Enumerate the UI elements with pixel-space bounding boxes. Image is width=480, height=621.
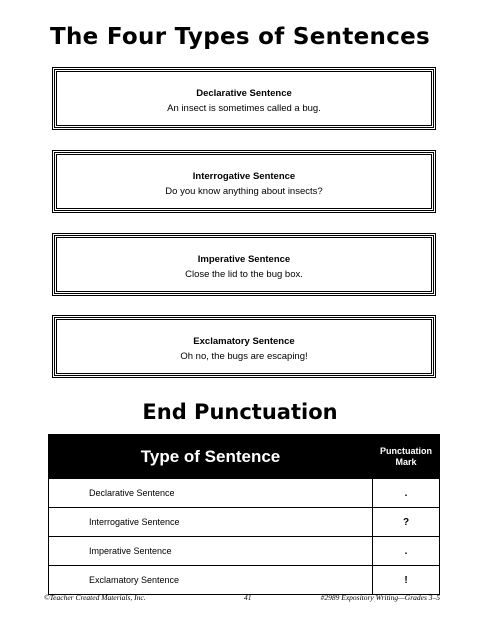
section-title: End Punctuation	[142, 400, 338, 424]
table-row	[49, 537, 440, 566]
row-sentence-type: Declarative Sentence	[49, 479, 373, 508]
footer-book-info: #2989 Expository Writing—Grades 3–5	[320, 593, 440, 602]
punctuation-table	[48, 434, 440, 595]
row-sentence-type: Interrogative Sentence	[49, 508, 373, 537]
header-type-of-sentence: Type of Sentence	[49, 435, 373, 479]
row-punctuation-mark: .	[373, 479, 440, 508]
sentence-type-label: Interrogative Sentence	[192, 171, 296, 182]
table-row	[49, 508, 440, 537]
sentence-example: Oh no, the bugs are escaping!	[180, 351, 308, 362]
sentence-type-label: Declarative Sentence	[196, 88, 292, 99]
header-mark-line1: Punctuation	[380, 445, 432, 456]
sentence-type-label: Imperative Sentence	[197, 254, 291, 265]
row-punctuation-mark: !	[373, 566, 440, 595]
row-punctuation-mark: ?	[373, 508, 440, 537]
footer-copyright: ©Teacher Created Materials, Inc.	[44, 593, 146, 602]
table-row	[49, 566, 440, 595]
row-sentence-type: Exclamatory Sentence	[49, 566, 373, 595]
sentence-box-declarative	[52, 67, 436, 130]
header-mark-line2: Mark	[395, 456, 417, 467]
sentence-example: Do you know anything about insects?	[165, 186, 323, 197]
footer-page-number: 41	[244, 593, 252, 602]
sentence-box-interrogative	[52, 150, 436, 213]
sentence-example: Close the lid to the bug box.	[185, 269, 303, 280]
sentence-example: An insect is sometimes called a bug.	[167, 103, 321, 114]
row-sentence-type: Imperative Sentence	[49, 537, 373, 566]
sentence-box-imperative	[52, 233, 436, 296]
page-title: The Four Types of Sentences	[49, 24, 431, 50]
table-row	[49, 479, 440, 508]
header-punctuation-mark	[373, 435, 440, 479]
row-punctuation-mark: .	[373, 537, 440, 566]
sentence-box-exclamatory	[52, 315, 436, 378]
table-header-row	[49, 435, 440, 479]
sentence-type-label: Exclamatory Sentence	[193, 336, 295, 347]
